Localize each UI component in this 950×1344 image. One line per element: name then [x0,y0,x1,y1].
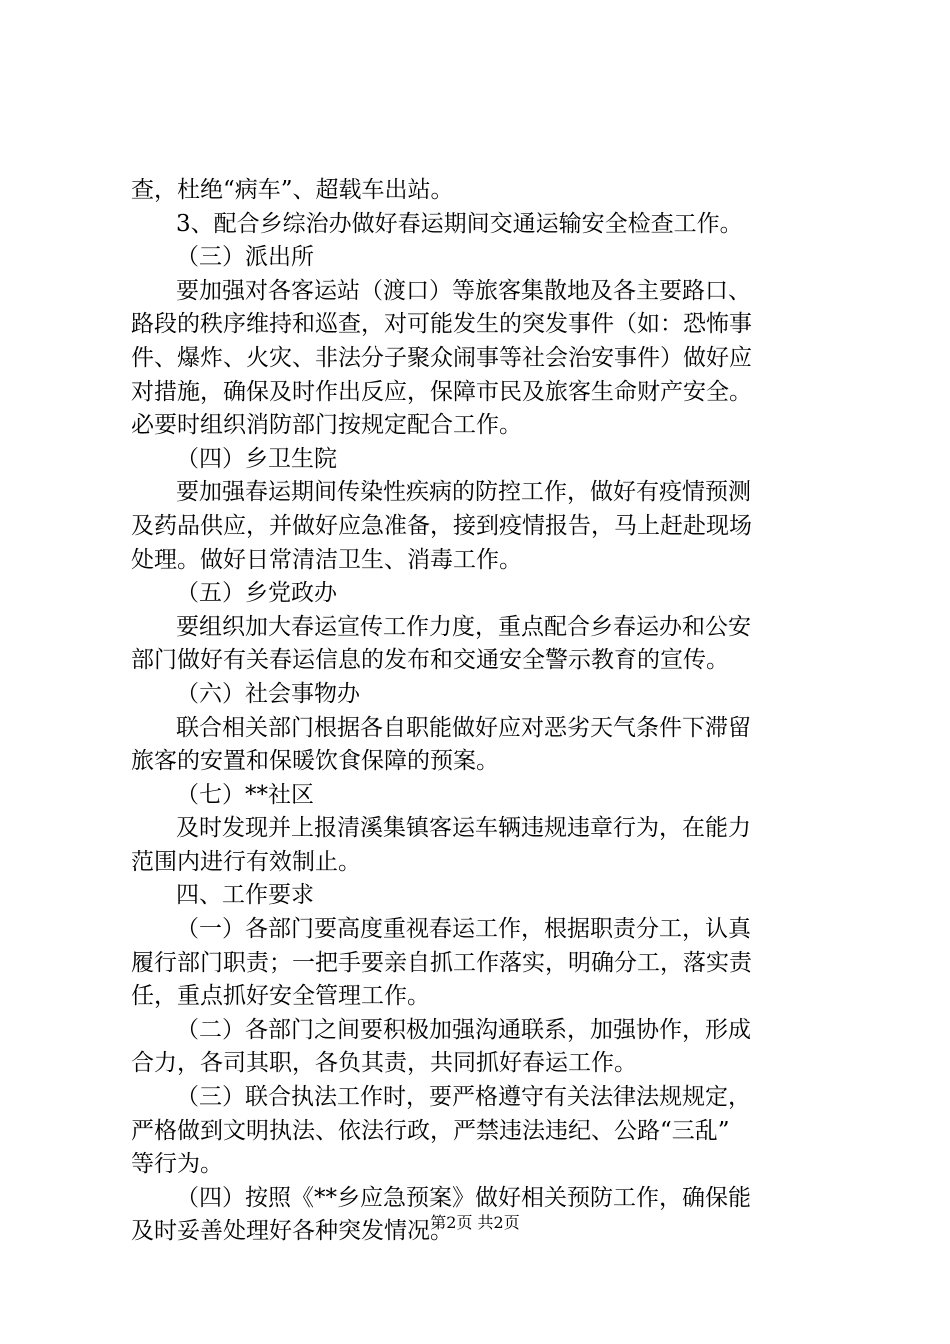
text-line: 必要时组织消防部门按规定配合工作。 [131,412,522,439]
document-body [131,174,833,1249]
text-line: 履行部门职责；一把手要亲自抓工作落实，明确分工，落实责 [131,949,752,976]
text-line: 四、工作要求 [176,882,314,909]
text-line: 查，杜绝“病车”、超载车出站。 [131,177,454,203]
text-line: 及时发现并上报清溪集镇客运车辆违规违章行为，在能力 [176,815,751,842]
text-line: （三）派出所 [176,244,314,271]
text-line: 联合相关部门根据各自职能做好应对恶劣天气条件下滞留 [176,714,751,741]
text-line: （三）联合执法工作时，要严格遵守有关法律法规规定， [176,1084,751,1111]
text-line: 处理。做好日常清洁卫生、消毒工作。 [131,546,522,573]
text-line: 范围内进行有效制止。 [131,848,361,875]
text-line: 合力，各司其职，各负其责，共同抓好春运工作。 [131,1050,637,1077]
text-line: （二）各部门之间要积极加强沟通联系，加强协作，形成 [176,1016,751,1043]
text-line: （四）按照《**乡应急预案》做好相关预防工作，确保能 [176,1184,751,1211]
text-line: 对措施，确保及时作出反应，保障市民及旅客生命财产安全。 [131,378,752,405]
text-line: （六）社会事物办 [176,680,360,707]
text-line: 3、配合乡综治办做好春运期间交通运输安全检查工作。 [176,210,743,237]
text-line: （七）**社区 [176,781,314,808]
text-line: 路段的秩序维持和巡查，对可能发生的突发事件（如：恐怖事 [131,311,752,338]
text-line: 要加强对各客运站（渡口）等旅客集散地及各主要路口、 [176,277,751,304]
text-line: 部门做好有关春运信息的发布和交通安全警示教育的宣传。 [131,647,729,674]
text-line: 任，重点抓好安全管理工作。 [131,983,430,1010]
text-line: （四）乡卫生院 [176,445,337,472]
text-line: 要加强春运期间传染性疾病的防控工作，做好有疫情预测 [176,479,751,506]
text-line: 旅客的安置和保暖饮食保障的预案。 [131,748,499,775]
text-line: （一）各部门要高度重视春运工作，根据职责分工，认真 [176,916,751,943]
text-line: 等行为。 [131,1151,223,1178]
text-line: 严格做到文明执法、依法行政，严禁违法违纪、公路“三乱” [131,1117,730,1144]
text-line: 要组织加大春运宣传工作力度，重点配合乡春运办和公安 [176,613,751,640]
page-footer: 第2页 共2页 [430,1213,520,1232]
text-line: 及时妥善处理好各种突发情况。 [131,1218,453,1245]
text-line: （五）乡党政办 [176,580,337,607]
text-line: 件、爆炸、火灾、非法分子聚众闹事等社会治安事件）做好应 [131,344,752,371]
text-line: 及药品供应，并做好应急准备，接到疫情报告，马上赶赴现场 [131,512,752,539]
